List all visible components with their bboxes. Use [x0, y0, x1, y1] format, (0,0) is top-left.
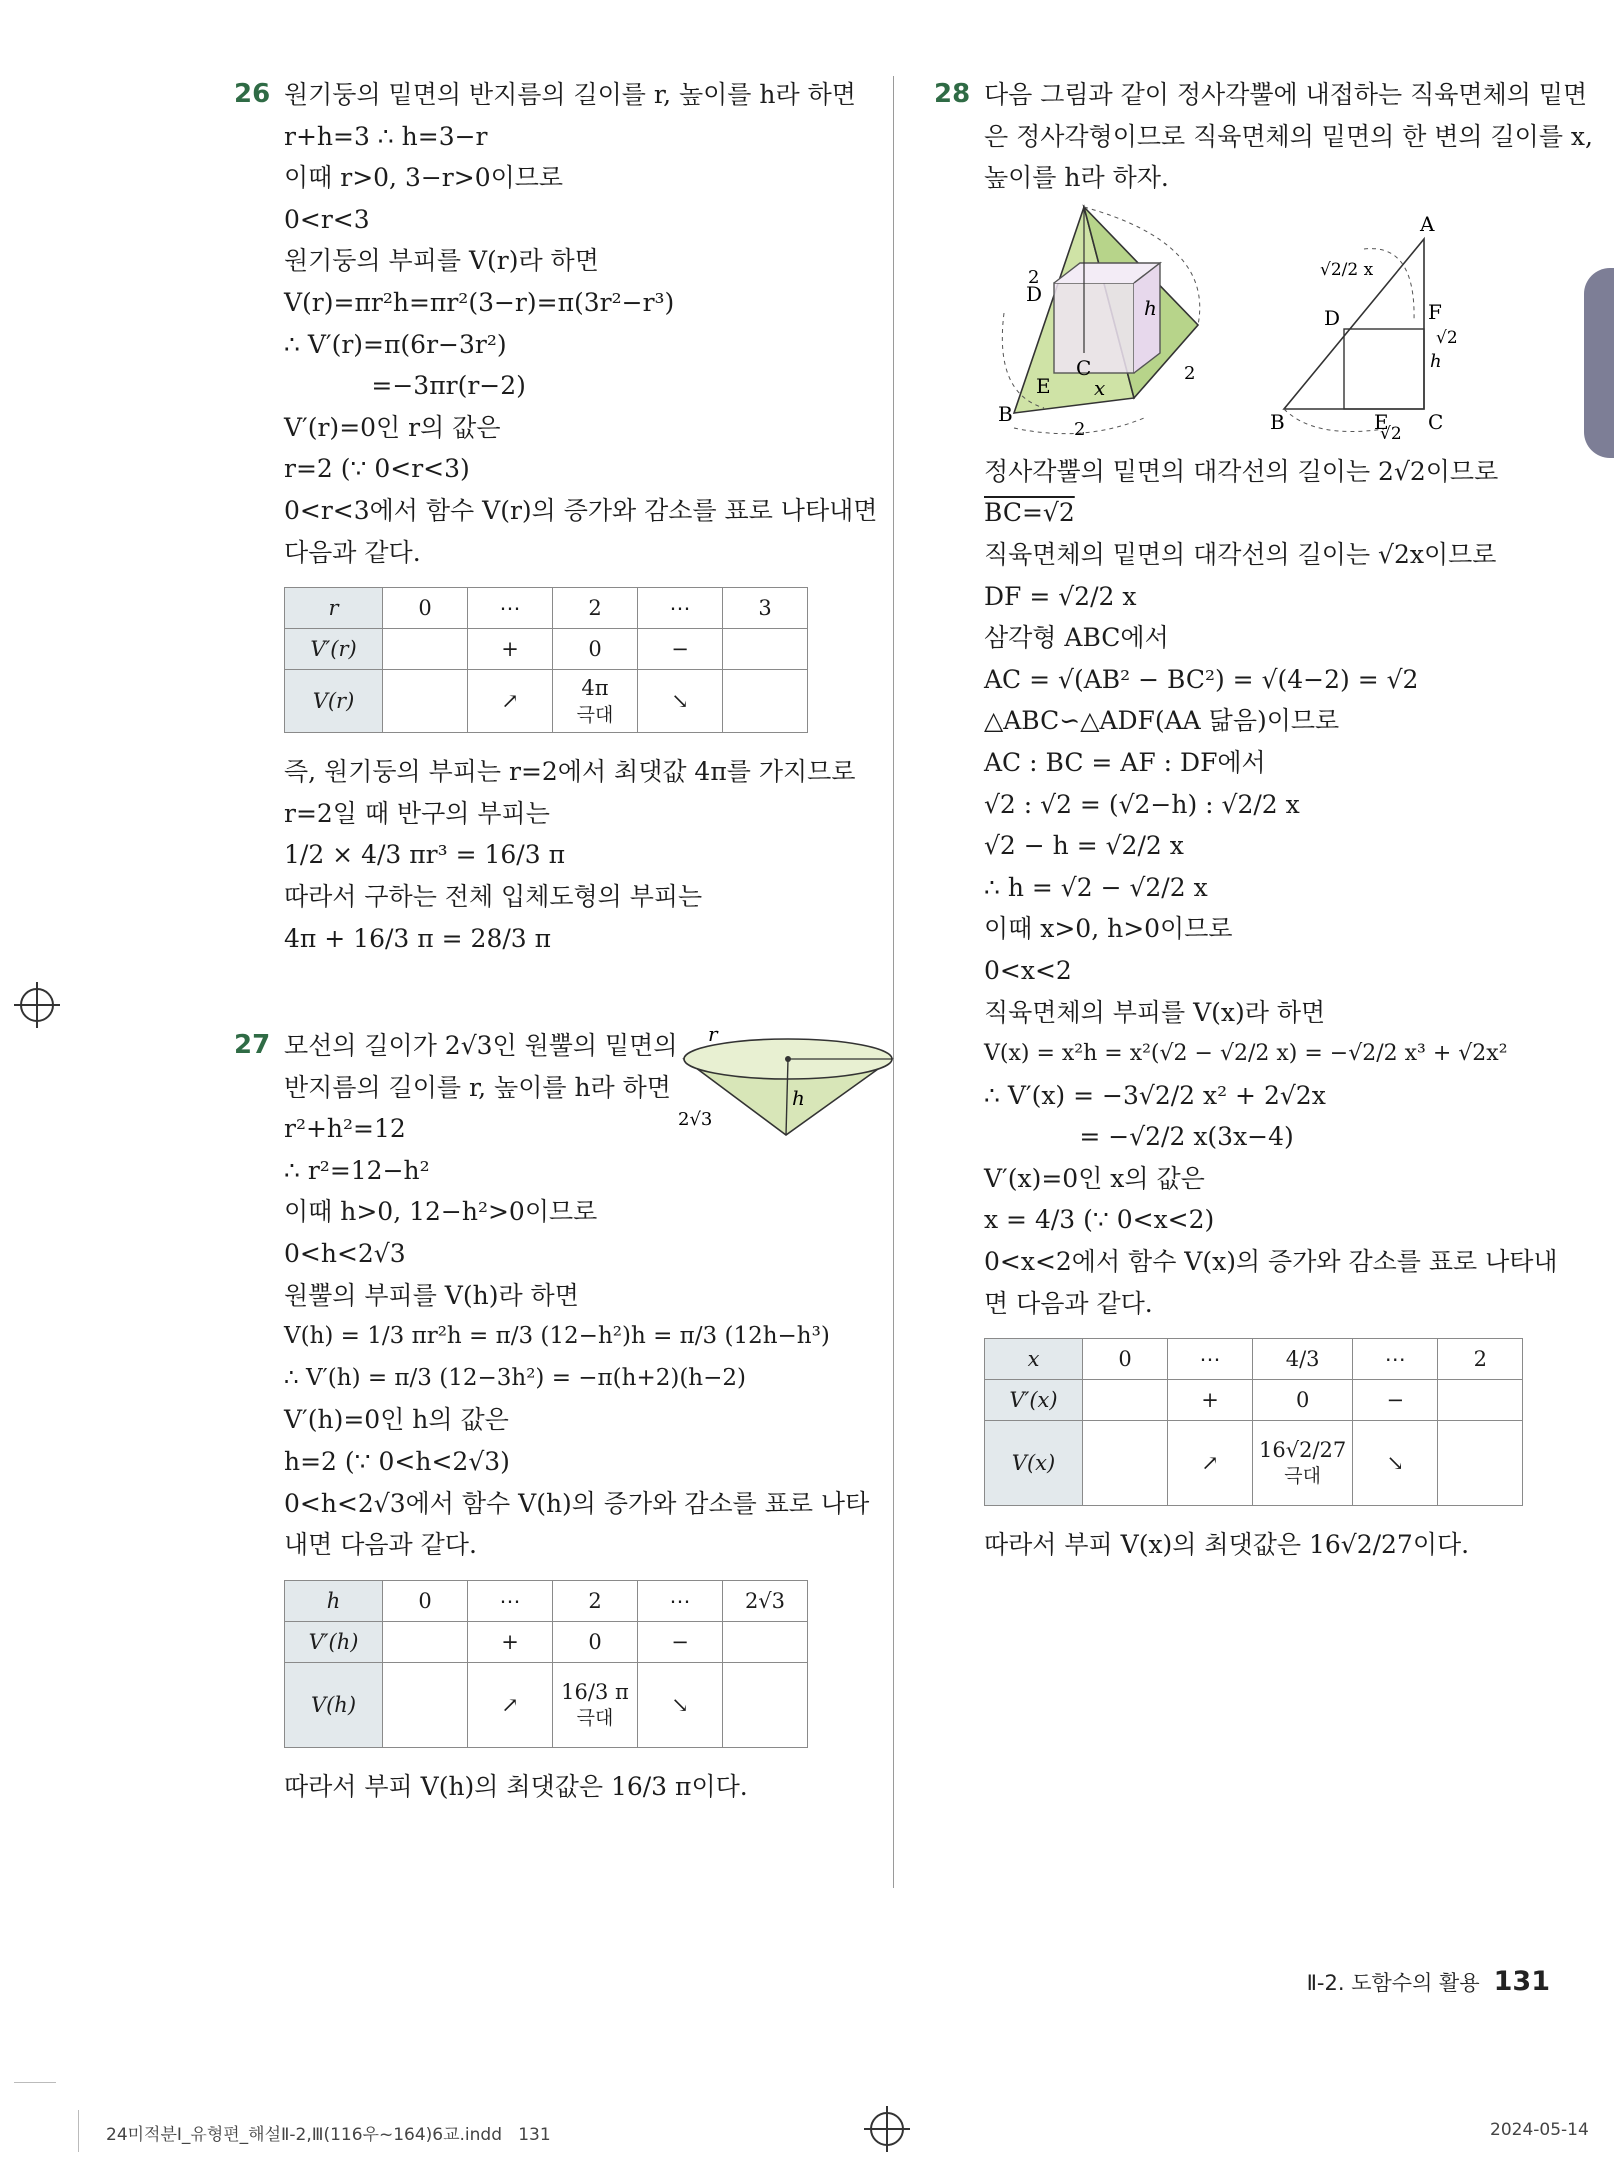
table-cell: −: [638, 1621, 723, 1662]
math-line: 0<h<2√3에서 함수 V(h)의 증가와 감소를 표로 나타: [284, 1488, 870, 1518]
table-cell: ↘: [1353, 1421, 1438, 1506]
table-cell: [723, 670, 808, 733]
section-title: Ⅱ-2. 도함수의 활용: [1306, 1971, 1480, 1995]
math-line: 높이를 h라 하자.: [984, 163, 1169, 193]
table-cell: 3: [723, 588, 808, 629]
math-line: =−3πr(r−2): [284, 371, 526, 401]
table-cell: V(x): [985, 1421, 1083, 1506]
table-cell: x: [985, 1339, 1083, 1380]
math-line: 1/2 × 4/3 πr³ = 16/3 π: [284, 840, 566, 870]
table-cell: 16√2/27 극대: [1253, 1421, 1353, 1506]
math-line: 0<x<2: [984, 955, 1072, 985]
table-cell: 0: [1083, 1339, 1168, 1380]
table-cell: [383, 1662, 468, 1747]
label-r: r: [708, 1025, 718, 1047]
table-cell: V′(h): [285, 1621, 383, 1662]
problem-number: 28: [934, 79, 971, 109]
label-h: h: [792, 1086, 805, 1111]
right-column: [934, 74, 1593, 1566]
label-slant: 2√3: [678, 1109, 713, 1131]
math-line: 이때 r>0, 3−r>0이므로: [284, 163, 564, 193]
label-h: h: [1144, 295, 1157, 320]
increase-decrease-table-26: [284, 587, 808, 733]
math-line: 면 다음과 같다.: [984, 1288, 1153, 1318]
label-x: x: [1094, 375, 1106, 400]
table-cell: 4/3: [1253, 1339, 1353, 1380]
label-C: C: [1076, 355, 1092, 380]
math-line: 4π + 16/3 π = 28/3 π: [284, 923, 552, 953]
math-line: 이때 x>0, h>0이므로: [984, 914, 1233, 944]
math-line: ∴ V′(r)=π(6r−3r²): [284, 329, 507, 359]
section-footer: [1307, 1966, 1550, 1997]
table-cell: 0: [553, 629, 638, 670]
math-line: AC = √(AB² − BC²) = √(4−2) = √2: [984, 664, 1419, 694]
math-line: V′(r)=0인 r의 값은: [284, 412, 501, 442]
table-cell: [723, 629, 808, 670]
crop-mark: [14, 2082, 56, 2083]
table-cell: [1438, 1421, 1523, 1506]
table-cell: [383, 1621, 468, 1662]
table-cell: ↗: [468, 1662, 553, 1747]
label-E: E: [1374, 409, 1389, 434]
math-line: ∴ V′(h) = π/3 (12−3h²) = −π(h+2)(h−2): [284, 1364, 746, 1391]
label-A: A: [1420, 211, 1435, 236]
label-C: C: [1428, 409, 1444, 434]
math-line: 직육면체의 밑면의 대각선의 길이는 √2x이므로: [984, 539, 1497, 569]
registration-mark-icon: [870, 2112, 904, 2146]
math-line: DF = √2/2 x: [984, 581, 1137, 611]
math-line: 0<h<2√3: [284, 1239, 406, 1269]
chapter-side-tab: [1584, 268, 1614, 458]
table-cell: 0: [553, 1621, 638, 1662]
pyramid-figure: [984, 203, 1544, 439]
math-line: ∴ r²=12−h²: [284, 1155, 430, 1185]
math-line: 0<r<3: [284, 204, 370, 234]
table-cell: V′(r): [285, 629, 383, 670]
table-cell: ⋯: [1353, 1339, 1438, 1380]
table-cell: +: [1168, 1380, 1253, 1421]
math-line: 0<x<2에서 함수 V(x)의 증가와 감소를 표로 나타내: [984, 1247, 1558, 1277]
label-2: 2: [1074, 418, 1086, 439]
table-cell: [723, 1662, 808, 1747]
math-line: BC=√2: [984, 498, 1075, 528]
table-cell: ⋯: [468, 1580, 553, 1621]
math-line: V(h) = 1/3 πr²h = π/3 (12−h²)h = π/3 (12h−h³): [284, 1323, 830, 1350]
table-cell: [383, 629, 468, 670]
table-cell: 0: [1253, 1380, 1353, 1421]
math-line: 은 정사각형이므로 직육면체의 밑면의 한 변의 길이를 x,: [984, 121, 1593, 151]
label-sqrt2: √2: [1436, 327, 1458, 348]
math-line: ∴ h = √2 − √2/2 x: [984, 872, 1208, 902]
table-cell: ⋯: [1168, 1339, 1253, 1380]
page-number: 131: [1493, 1966, 1550, 1997]
label-A: [1077, 203, 1093, 208]
math-line: 정사각뿔의 밑면의 대각선의 길이는 2√2이므로: [984, 456, 1499, 486]
label-2: 2: [1028, 266, 1040, 288]
table-cell: ↗: [1168, 1421, 1253, 1506]
table-cell: +: [468, 629, 553, 670]
increase-decrease-table-28: [984, 1338, 1523, 1506]
math-line: △ABC∽△ADF(AA 닮음)이므로: [984, 706, 1340, 736]
table-cell: h: [285, 1580, 383, 1621]
conclusion-line: 따라서 부피 V(h)의 최댓값은 16/3 π이다.: [284, 1771, 748, 1801]
table-cell: 2: [553, 588, 638, 629]
table-cell: +: [468, 1621, 553, 1662]
problem-number: 27: [234, 1030, 271, 1061]
label-2: 2: [1184, 362, 1196, 384]
table-cell: 2√3: [723, 1580, 808, 1621]
table-cell: [1438, 1380, 1523, 1421]
table-cell: 4π 극대: [553, 670, 638, 733]
table-cell: ⋯: [638, 1580, 723, 1621]
table-cell: [1083, 1380, 1168, 1421]
math-line: 원기둥의 부피를 V(r)라 하면: [284, 246, 599, 276]
table-cell: V(r): [285, 670, 383, 733]
table-cell: −: [1353, 1380, 1438, 1421]
label-h: h: [1430, 350, 1442, 372]
math-line: 다음과 같다.: [284, 537, 421, 567]
file-slug: 24미적분Ⅰ_유형편_해설Ⅱ-2,Ⅲ(116우~164)6교.indd 131: [106, 2125, 551, 2145]
math-line: h=2 (∵ 0<h<2√3): [284, 1447, 510, 1477]
registration-mark-icon: [20, 988, 54, 1022]
label-E: E: [1036, 373, 1051, 398]
math-line: 직육면체의 부피를 V(x)라 하면: [984, 997, 1326, 1027]
label-sqrt2-2x: √2/2 x: [1320, 259, 1374, 280]
math-line: √2 : √2 = (√2−h) : √2/2 x: [984, 789, 1300, 819]
table-cell: 0: [383, 1580, 468, 1621]
table-cell: 2: [553, 1580, 638, 1621]
math-line: V(x) = x²h = x²(√2 − √2/2 x) = −√2/2 x³ + √2x²: [984, 1041, 1508, 1067]
table-cell: V′(x): [985, 1380, 1083, 1421]
table-cell: [723, 1621, 808, 1662]
math-line: r=2 (∵ 0<r<3): [284, 454, 470, 484]
label-D: D: [1026, 281, 1043, 306]
table-cell: 16/3 π 극대: [553, 1662, 638, 1747]
math-line: ∴ V′(x) = −3√2/2 x² + 2√2x: [984, 1080, 1326, 1110]
math-line: = −√2/2 x(3x−4): [984, 1122, 1294, 1152]
math-line: AC : BC = AF : DF에서: [984, 747, 1266, 777]
table-cell: ↘: [638, 1662, 723, 1747]
math-line: 0<r<3에서 함수 V(r)의 증가와 감소를 표로 나타내면: [284, 495, 878, 525]
label-D: D: [1324, 305, 1341, 330]
math-line: x = 4/3 (∵ 0<x<2): [984, 1205, 1215, 1235]
problem-26-line: 26 원기둥의 밑면의 반지름의 길이를 r, 높이를 h라 하면: [238, 74, 858, 116]
math-line: 즉, 원기둥의 부피는 r=2에서 최댓값 4π를 가지므로: [284, 757, 856, 787]
table-cell: 2: [1438, 1339, 1523, 1380]
math-line: V(r)=πr²h=πr²(3−r)=π(3r²−r³): [284, 287, 675, 317]
math-line: 반지름의 길이를 r, 높이를 h라 하면: [284, 1072, 671, 1102]
table-cell: −: [638, 629, 723, 670]
math-line: √2 − h = √2/2 x: [984, 831, 1184, 861]
table-cell: [1083, 1421, 1168, 1506]
conclusion-line: 따라서 부피 V(x)의 최댓값은 16√2/27이다.: [984, 1530, 1470, 1560]
table-cell: V(h): [285, 1662, 383, 1747]
math-line: r+h=3 ∴ h=3−r: [284, 121, 488, 151]
label-B: B: [998, 401, 1013, 426]
problem-28-line: 28 다음 그림과 같이 정사각뿔에 내접하는 직육면체의 밑면: [938, 74, 1558, 116]
table-cell: 0: [383, 588, 468, 629]
math-line: V′(x)=0인 x의 값은: [984, 1163, 1205, 1193]
math-line: 원뿔의 부피를 V(h)라 하면: [284, 1280, 579, 1310]
math-line: r=2일 때 반구의 부피는: [284, 798, 550, 828]
problem-27-line: 27 모선의 길이가 2√3인 원뿔의 밑면의: [238, 1025, 858, 1067]
table-cell: ↘: [638, 670, 723, 733]
label-B: B: [1270, 409, 1285, 434]
table-cell: ↗: [468, 670, 553, 733]
math-line: r²+h²=12: [284, 1114, 406, 1144]
label-F: F: [1428, 299, 1442, 324]
math-line: 따라서 구하는 전체 입체도형의 부피는: [284, 881, 703, 911]
math-line: V′(h)=0인 h의 값은: [284, 1405, 509, 1435]
column-divider: [893, 76, 894, 1888]
increase-decrease-table-27: [284, 1580, 808, 1748]
table-cell: r: [285, 588, 383, 629]
math-line: 내면 다음과 같다.: [284, 1530, 477, 1560]
label-sqrt2: √2: [1380, 423, 1402, 439]
table-cell: [383, 670, 468, 733]
print-date: 2024-05-14: [1490, 2120, 1589, 2140]
crop-mark: [78, 2110, 79, 2152]
problem-number: 26: [234, 79, 271, 109]
math-line: 삼각형 ABC에서: [984, 623, 1169, 653]
left-column: [234, 74, 878, 1807]
table-cell: ⋯: [638, 588, 723, 629]
table-cell: ⋯: [468, 588, 553, 629]
math-line: 이때 h>0, 12−h²>0이므로: [284, 1197, 598, 1227]
